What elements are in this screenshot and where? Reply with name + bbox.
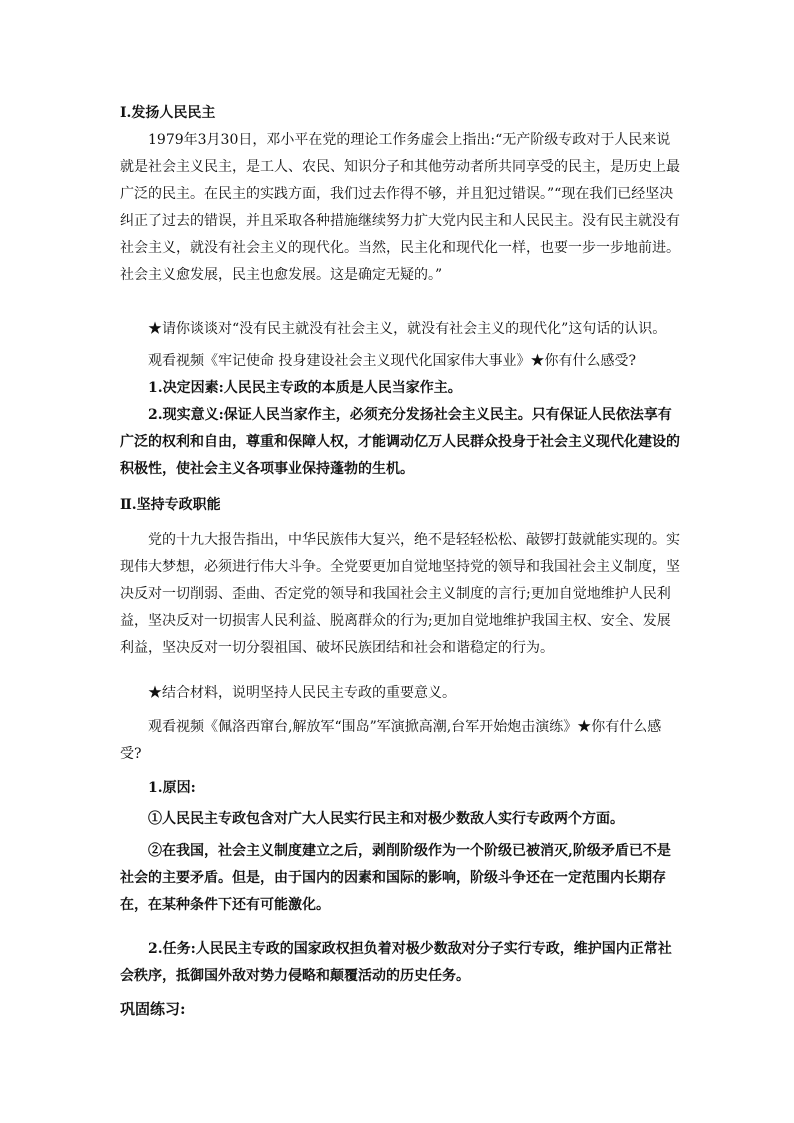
reason-2: ②在我国，社会主义制度建立之后，剥削阶级作为一个阶级已被消灭,阶级矛盾已不是社会的主要矛盾。但是，由于国内的因素和国际的影响，阶级斗争还在一定范围内长期存在，在某种条件下还有可能激化。 [120,843,671,913]
section-heading-1: Ⅰ.发扬人民民主 [120,105,216,121]
reason-title: 1.原因: [148,780,196,796]
point-2: 2.现实意义:保证人民当家作主，必须充分发扬社会主义民主。只有保证人民依法享有广泛的权利和自由，尊重和保障人权，才能调动亿万人民群众投身于社会主义现代化建设的积极性，使社会主义各项事业保持蓬勃的生机。 [120,407,680,477]
exercise-heading: 巩固练习: [120,1000,186,1018]
section-heading-2: Ⅱ.坚持专政职能 [120,497,221,513]
video-prompt-2: 观看视频《佩洛西窜台,解放军“围岛”军演掀高潮,台军开始炮击演练》★你有什么感受? [120,719,662,762]
question-2: ★结合材料，说明坚持人民民主专政的重要意义。 [148,685,456,701]
material-paragraph: 党的十九大报告指出，中华民族伟大复兴，绝不是轻轻松松、敲锣打鼓就能实现的。实现伟大梦想，必须进行伟大斗争。全党要更加自觉地坚持党的领导和我国社会主义制度，坚决反对一切削弱、歪曲、否定党的领导和我国社会主义制度的言行;更加自觉地维护人民利益，坚决反对一切损害人民利益、脱离群众的行为;更加自觉地维护我国主权、安全、发展利益，坚决反对一切分裂祖国、破坏民族团结和社会和谐稳定的行为。 [120,532,680,656]
quote-paragraph: 1979年3月30日，邓小平在党的理论工作务虚会上指出:“无产阶级专政对于人民来说就是社会主义民主，是工人、农民、知识分子和其他劳动者所共同享受的民主，是历史上最广泛的民主。在民主的实践方面，我们过去作得不够，并且犯过错误。”“现在我们已经坚决纠正了过去的错误，并且采取各种措施继续努力扩大党内民主和人民民主。没有民主就没有社会主义，就没有社会主义的现代化。当然，民主化和现代化一样，也要一步一步地前进。社会主义愈发展，民主也愈发展。这是确定无疑的。” [120,132,680,283]
reason-1: ①人民民主专政包含对广大人民实行民主和对极少数敌人实行专政两个方面。 [148,811,624,827]
task-paragraph: 2.任务:人民民主专政的国家政权担负着对极少数敌对分子实行专政，维护国内正常社会秩序，抵御国外敌对势力侵略和颠覆活动的历史任务。 [120,941,672,984]
video-prompt-1: 观看视频《牢记使命 投身建设社会主义现代化国家伟大事业》★你有什么感受? [148,353,636,369]
question-1: ★请你谈谈对“没有民主就没有社会主义，就没有社会主义的现代化”这句话的认识。 [148,321,667,337]
point-1: 1.决定因素:人民民主专政的本质是人民当家作主。 [148,380,462,396]
